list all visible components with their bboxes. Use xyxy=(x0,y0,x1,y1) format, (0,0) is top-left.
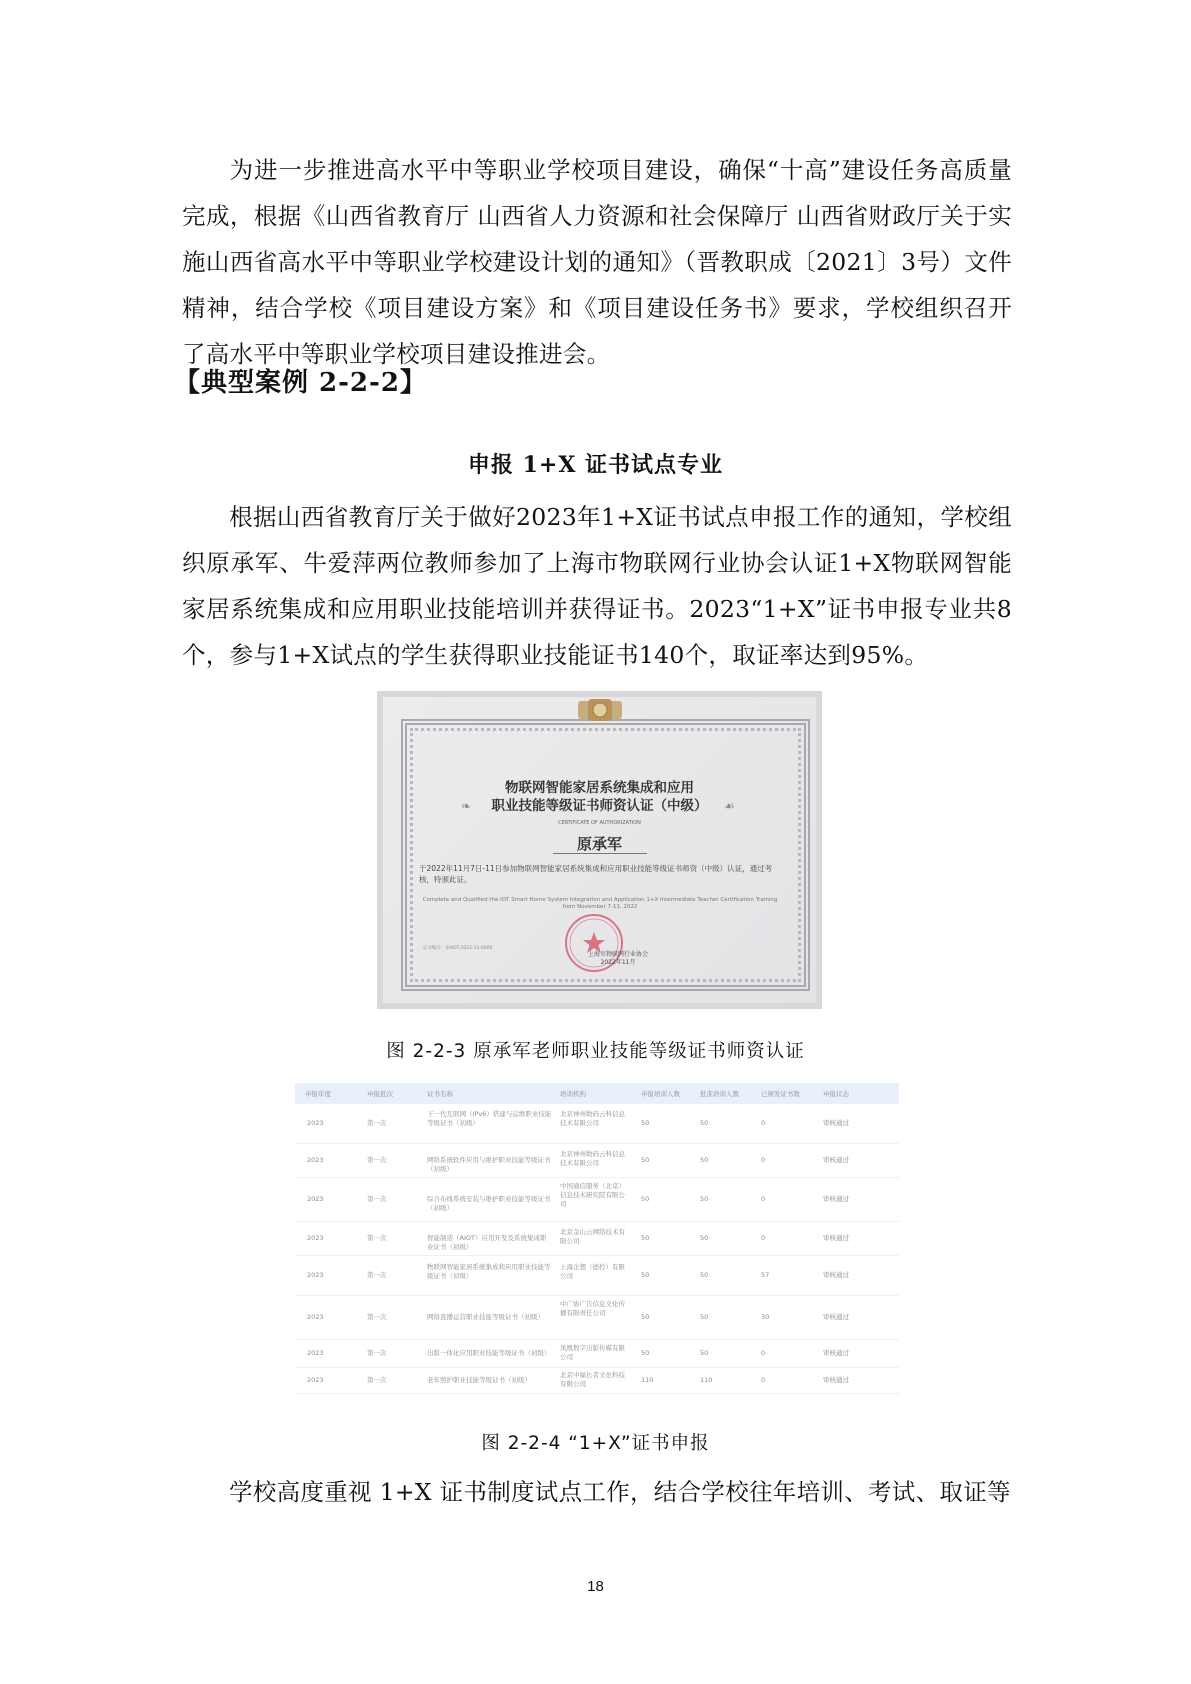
certificate-photo xyxy=(377,691,822,1009)
header-cert-name: 证书名称 xyxy=(427,1090,453,1098)
cell-applied: 50 xyxy=(641,1195,650,1203)
table-row xyxy=(295,1367,899,1394)
certificate-body: 于2022年11月7日-11日参加物联网智能家居系统集成和应用职业技能等级证书师资（中级）认证，通过考核，特颁此证。 xyxy=(419,864,773,884)
cell-institution: 中广协广告信息文化传播有限责任公司 xyxy=(560,1300,625,1317)
header-status: 申报状态 xyxy=(823,1090,849,1098)
cell-batch: 第一次 xyxy=(367,1271,387,1279)
cell-applied: 50 xyxy=(641,1271,650,1279)
cell-institution: 上海企想（德控）有限公司 xyxy=(560,1263,625,1280)
cell-issued: 0 xyxy=(761,1119,766,1127)
cell-year: 2023 xyxy=(307,1271,324,1279)
cell-status: 审核通过 xyxy=(823,1119,849,1127)
cell-batch: 第一次 xyxy=(367,1195,387,1203)
cell-issued: 0 xyxy=(761,1195,766,1203)
cell-cert-name: 下一代互联网（IPv6）搭建与运维职业技能等级证书（初级） xyxy=(427,1110,552,1127)
closing-paragraph: 学校高度重视 1+X 证书制度试点工作，结合学校往年培训、考试、取证等 xyxy=(229,1478,1011,1506)
cell-institution: 北京金山云网络技术有限公司 xyxy=(560,1228,625,1245)
cell-applied: 50 xyxy=(641,1119,650,1127)
cell-applied: 110 xyxy=(641,1376,654,1384)
cell-approved: 50 xyxy=(700,1271,709,1279)
case-body-paragraph: 根据山西省教育厅关于做好2023年1+X证书试点申报工作的通知，学校组织原承军、牛爱萍两位教师参加了上海市物联网行业协会认证1+X物联网智能家居系统集成和应用职业技能培训并获得证书。2023“1+X”证书申报专业共8个，参与1+X试点的学生获得职业技能证书140个，取证率达到95%。 xyxy=(182,503,1012,669)
cell-institution: 中国通信服务（北京）信息技术研究院有限公司 xyxy=(560,1182,625,1208)
cell-batch: 第一次 xyxy=(367,1234,387,1242)
certificate-code: 证书编号：SHIOT-2022-11-0000 xyxy=(423,946,493,951)
cell-issued: 0 xyxy=(761,1376,766,1384)
certificate-application-table xyxy=(295,1083,899,1394)
cell-applied: 50 xyxy=(641,1313,650,1321)
cell-status: 审核通过 xyxy=(823,1195,849,1203)
table-row xyxy=(295,1255,899,1296)
cell-status: 审核通过 xyxy=(823,1376,849,1384)
cell-institution: 凤凰数字出版传媒有限公司 xyxy=(560,1344,625,1361)
ornament-left-icon: ❧ xyxy=(461,799,472,813)
cell-applied: 50 xyxy=(641,1156,650,1164)
certificate-issuer: 上海市物联网行业协会 2022年11月 xyxy=(587,951,648,966)
cell-status: 审核通过 xyxy=(823,1349,849,1357)
cell-batch: 第一次 xyxy=(367,1156,387,1164)
cell-approved: 50 xyxy=(700,1119,709,1127)
table-header xyxy=(295,1083,899,1104)
cell-status: 审核通过 xyxy=(823,1271,849,1279)
certificate-title: 物联网智能家居系统集成和应用 职业技能等级证书师资认证（中级） xyxy=(491,780,708,814)
cell-status: 审核通过 xyxy=(823,1313,849,1321)
ornament-right-icon: ☙ xyxy=(724,799,735,813)
table-row xyxy=(295,1339,899,1368)
certificate-subtitle: CERTIFICATE OF AUTHORIZATION xyxy=(558,820,641,826)
page-number: 18 xyxy=(587,1578,604,1595)
cell-institution: 北京中福长者文化科技有限公司 xyxy=(560,1371,625,1388)
cell-cert-name: 智能制造（AIOT）应用开发及系统集成职业证书（初级） xyxy=(427,1234,547,1251)
header-applied: 申报培训人数 xyxy=(641,1090,680,1098)
cell-batch: 第一次 xyxy=(367,1376,387,1384)
cell-year: 2023 xyxy=(307,1376,324,1384)
header-issued: 已颁发证书数 xyxy=(761,1090,800,1098)
header-batch: 申报批次 xyxy=(367,1090,393,1098)
cell-issued: 0 xyxy=(761,1349,766,1357)
cell-year: 2023 xyxy=(307,1313,324,1321)
certificate-english: Complete and Qualified the IOT Smart Home System Integration and Application 1+X Intermediate Teacher Certification Training from November 7-11, 2022 xyxy=(422,897,778,910)
cell-issued: 30 xyxy=(761,1313,770,1321)
cell-cert-name: 物联网智能家居系统集成和应用职业技能等级证书（初级） xyxy=(427,1263,551,1280)
cell-cert-name: 网络直播运营职业技能等级证书（初级） xyxy=(427,1313,544,1321)
certificate-holder-name: 原承军 xyxy=(576,835,622,853)
case-heading: 【典型案例 2-2-2】 xyxy=(174,368,427,398)
cell-issued: 57 xyxy=(761,1271,770,1279)
cell-year: 2023 xyxy=(307,1349,324,1357)
cell-approved: 50 xyxy=(700,1195,709,1203)
header-approved: 批准培训人数 xyxy=(700,1090,739,1098)
cell-issued: 0 xyxy=(761,1234,766,1242)
cell-cert-name: 老年照护职业技能等级证书（初级） xyxy=(427,1376,531,1384)
cell-applied: 50 xyxy=(641,1349,650,1357)
header-institution: 培训机构 xyxy=(560,1090,586,1098)
table-row xyxy=(295,1143,899,1178)
medal-icon xyxy=(576,697,624,723)
table-row xyxy=(295,1295,899,1340)
cell-year: 2023 xyxy=(307,1119,324,1127)
figure-caption-2: 图 2-2-4 “1+X”证书申报 xyxy=(481,1433,710,1454)
cell-approved: 50 xyxy=(700,1313,709,1321)
cell-cert-name: 网络系统软件应用与维护职业技能等级证书（初级） xyxy=(427,1156,551,1173)
cell-approved: 50 xyxy=(700,1156,709,1164)
cell-approved: 50 xyxy=(700,1349,709,1357)
cell-approved: 110 xyxy=(700,1376,713,1384)
cell-status: 审核通过 xyxy=(823,1234,849,1242)
cell-batch: 第一次 xyxy=(367,1313,387,1321)
cell-institution: 北京神州数码云科信息技术有限公司 xyxy=(560,1110,625,1127)
cell-year: 2023 xyxy=(307,1234,324,1242)
cell-batch: 第一次 xyxy=(367,1349,387,1357)
cell-approved: 50 xyxy=(700,1234,709,1242)
cell-applied: 50 xyxy=(641,1234,650,1242)
header-year: 申报年度 xyxy=(305,1090,331,1098)
cell-status: 审核通过 xyxy=(823,1156,849,1164)
cell-year: 2023 xyxy=(307,1156,324,1164)
cell-issued: 0 xyxy=(761,1156,766,1164)
name-underline xyxy=(553,853,647,854)
cell-cert-name: 出版一体化应用职业技能等级证书（初级） xyxy=(427,1349,551,1357)
table-row xyxy=(295,1104,899,1144)
table-row xyxy=(295,1221,899,1256)
case-title: 申报 1+X 证书试点专业 xyxy=(467,452,724,478)
cell-institution: 北京神州数码云科信息技术有限公司 xyxy=(560,1150,625,1167)
table-row xyxy=(295,1177,899,1222)
figure-caption-1: 图 2-2-3 原承军老师职业技能等级证书师资认证 xyxy=(386,1041,805,1062)
cell-cert-name: 综合布线系统安装与维护职业技能等级证书（初级） xyxy=(427,1195,551,1212)
intro-paragraph: 为进一步推进高水平中等职业学校项目建设，确保“十高”建设任务高质量完成，根据《山西省教育厅 山西省人力资源和社会保障厅 山西省财政厅关于实施山西省高水平中等职业学校建设计划的通知》（晋教职成〔2021〕3号）文件精神，结合学校《项目建设方案》和《项目建设任务书》要求，学校组织召开了高水平中等职业学校项目建设推进会。 xyxy=(182,156,1012,368)
cell-year: 2023 xyxy=(307,1195,324,1203)
cell-batch: 第一次 xyxy=(367,1119,387,1127)
